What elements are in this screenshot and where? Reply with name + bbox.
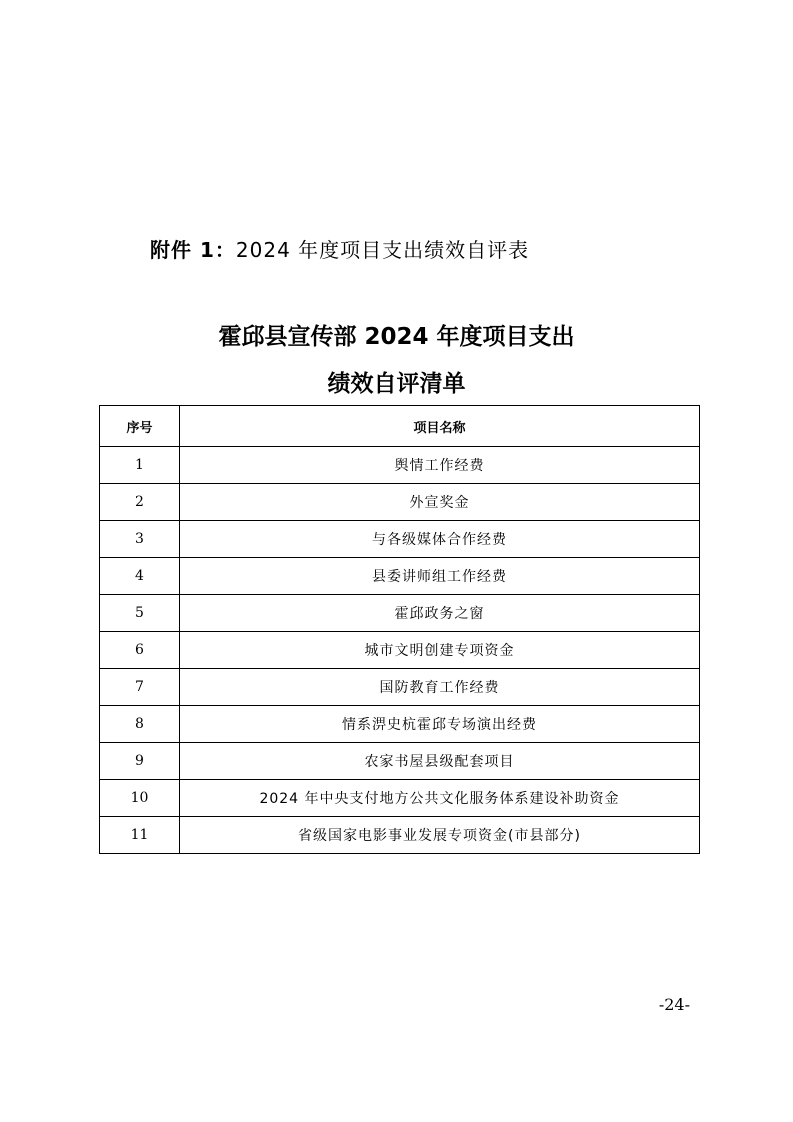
row-number: 7 bbox=[100, 669, 180, 706]
project-name: 情系淠史杭霍邱专场演出经费 bbox=[180, 706, 700, 743]
attachment-title: 2024 年度项目支出绩效自评表 bbox=[235, 238, 530, 262]
row-number: 6 bbox=[100, 632, 180, 669]
table-row bbox=[100, 558, 700, 595]
attachment-label: 附件 1： bbox=[150, 238, 236, 262]
project-name: 县委讲师组工作经费 bbox=[180, 558, 700, 595]
row-number: 10 bbox=[100, 780, 180, 817]
table-row bbox=[100, 447, 700, 484]
row-number: 4 bbox=[100, 558, 180, 595]
row-number: 2 bbox=[100, 484, 180, 521]
project-list-table bbox=[99, 405, 700, 854]
project-name: 城市文明创建专项资金 bbox=[180, 632, 700, 669]
document-title-line2: 绩效自评清单 bbox=[327, 371, 466, 397]
project-name: 与各级媒体合作经费 bbox=[180, 521, 700, 558]
project-name: 外宣奖金 bbox=[180, 484, 700, 521]
table-row bbox=[100, 484, 700, 521]
table-row bbox=[100, 743, 700, 780]
document-title-line1: 霍邱县宣传部 2024 年度项目支出 bbox=[218, 324, 575, 350]
table-row bbox=[100, 669, 700, 706]
project-name: 省级国家电影事业发展专项资金(市县部分) bbox=[180, 817, 700, 854]
attachment-heading bbox=[150, 234, 529, 263]
project-name: 2024 年中央支付地方公共文化服务体系建设补助资金 bbox=[180, 780, 700, 817]
row-number: 8 bbox=[100, 706, 180, 743]
table-row bbox=[100, 817, 700, 854]
project-name: 舆情工作经费 bbox=[180, 447, 700, 484]
project-name: 国防教育工作经费 bbox=[180, 669, 700, 706]
row-number: 11 bbox=[100, 817, 180, 854]
row-number: 3 bbox=[100, 521, 180, 558]
project-name: 农家书屋县级配套项目 bbox=[180, 743, 700, 780]
table-row bbox=[100, 521, 700, 558]
table-header-row bbox=[100, 406, 700, 447]
table-row bbox=[100, 632, 700, 669]
table-row bbox=[100, 706, 700, 743]
header-project-name: 项目名称 bbox=[180, 406, 700, 447]
project-name: 霍邱政务之窗 bbox=[180, 595, 700, 632]
header-no: 序号 bbox=[100, 406, 180, 447]
row-number: 1 bbox=[100, 447, 180, 484]
row-number: 5 bbox=[100, 595, 180, 632]
page-number: -24- bbox=[658, 995, 690, 1014]
row-number: 9 bbox=[100, 743, 180, 780]
table-row bbox=[100, 595, 700, 632]
table-row bbox=[100, 780, 700, 817]
